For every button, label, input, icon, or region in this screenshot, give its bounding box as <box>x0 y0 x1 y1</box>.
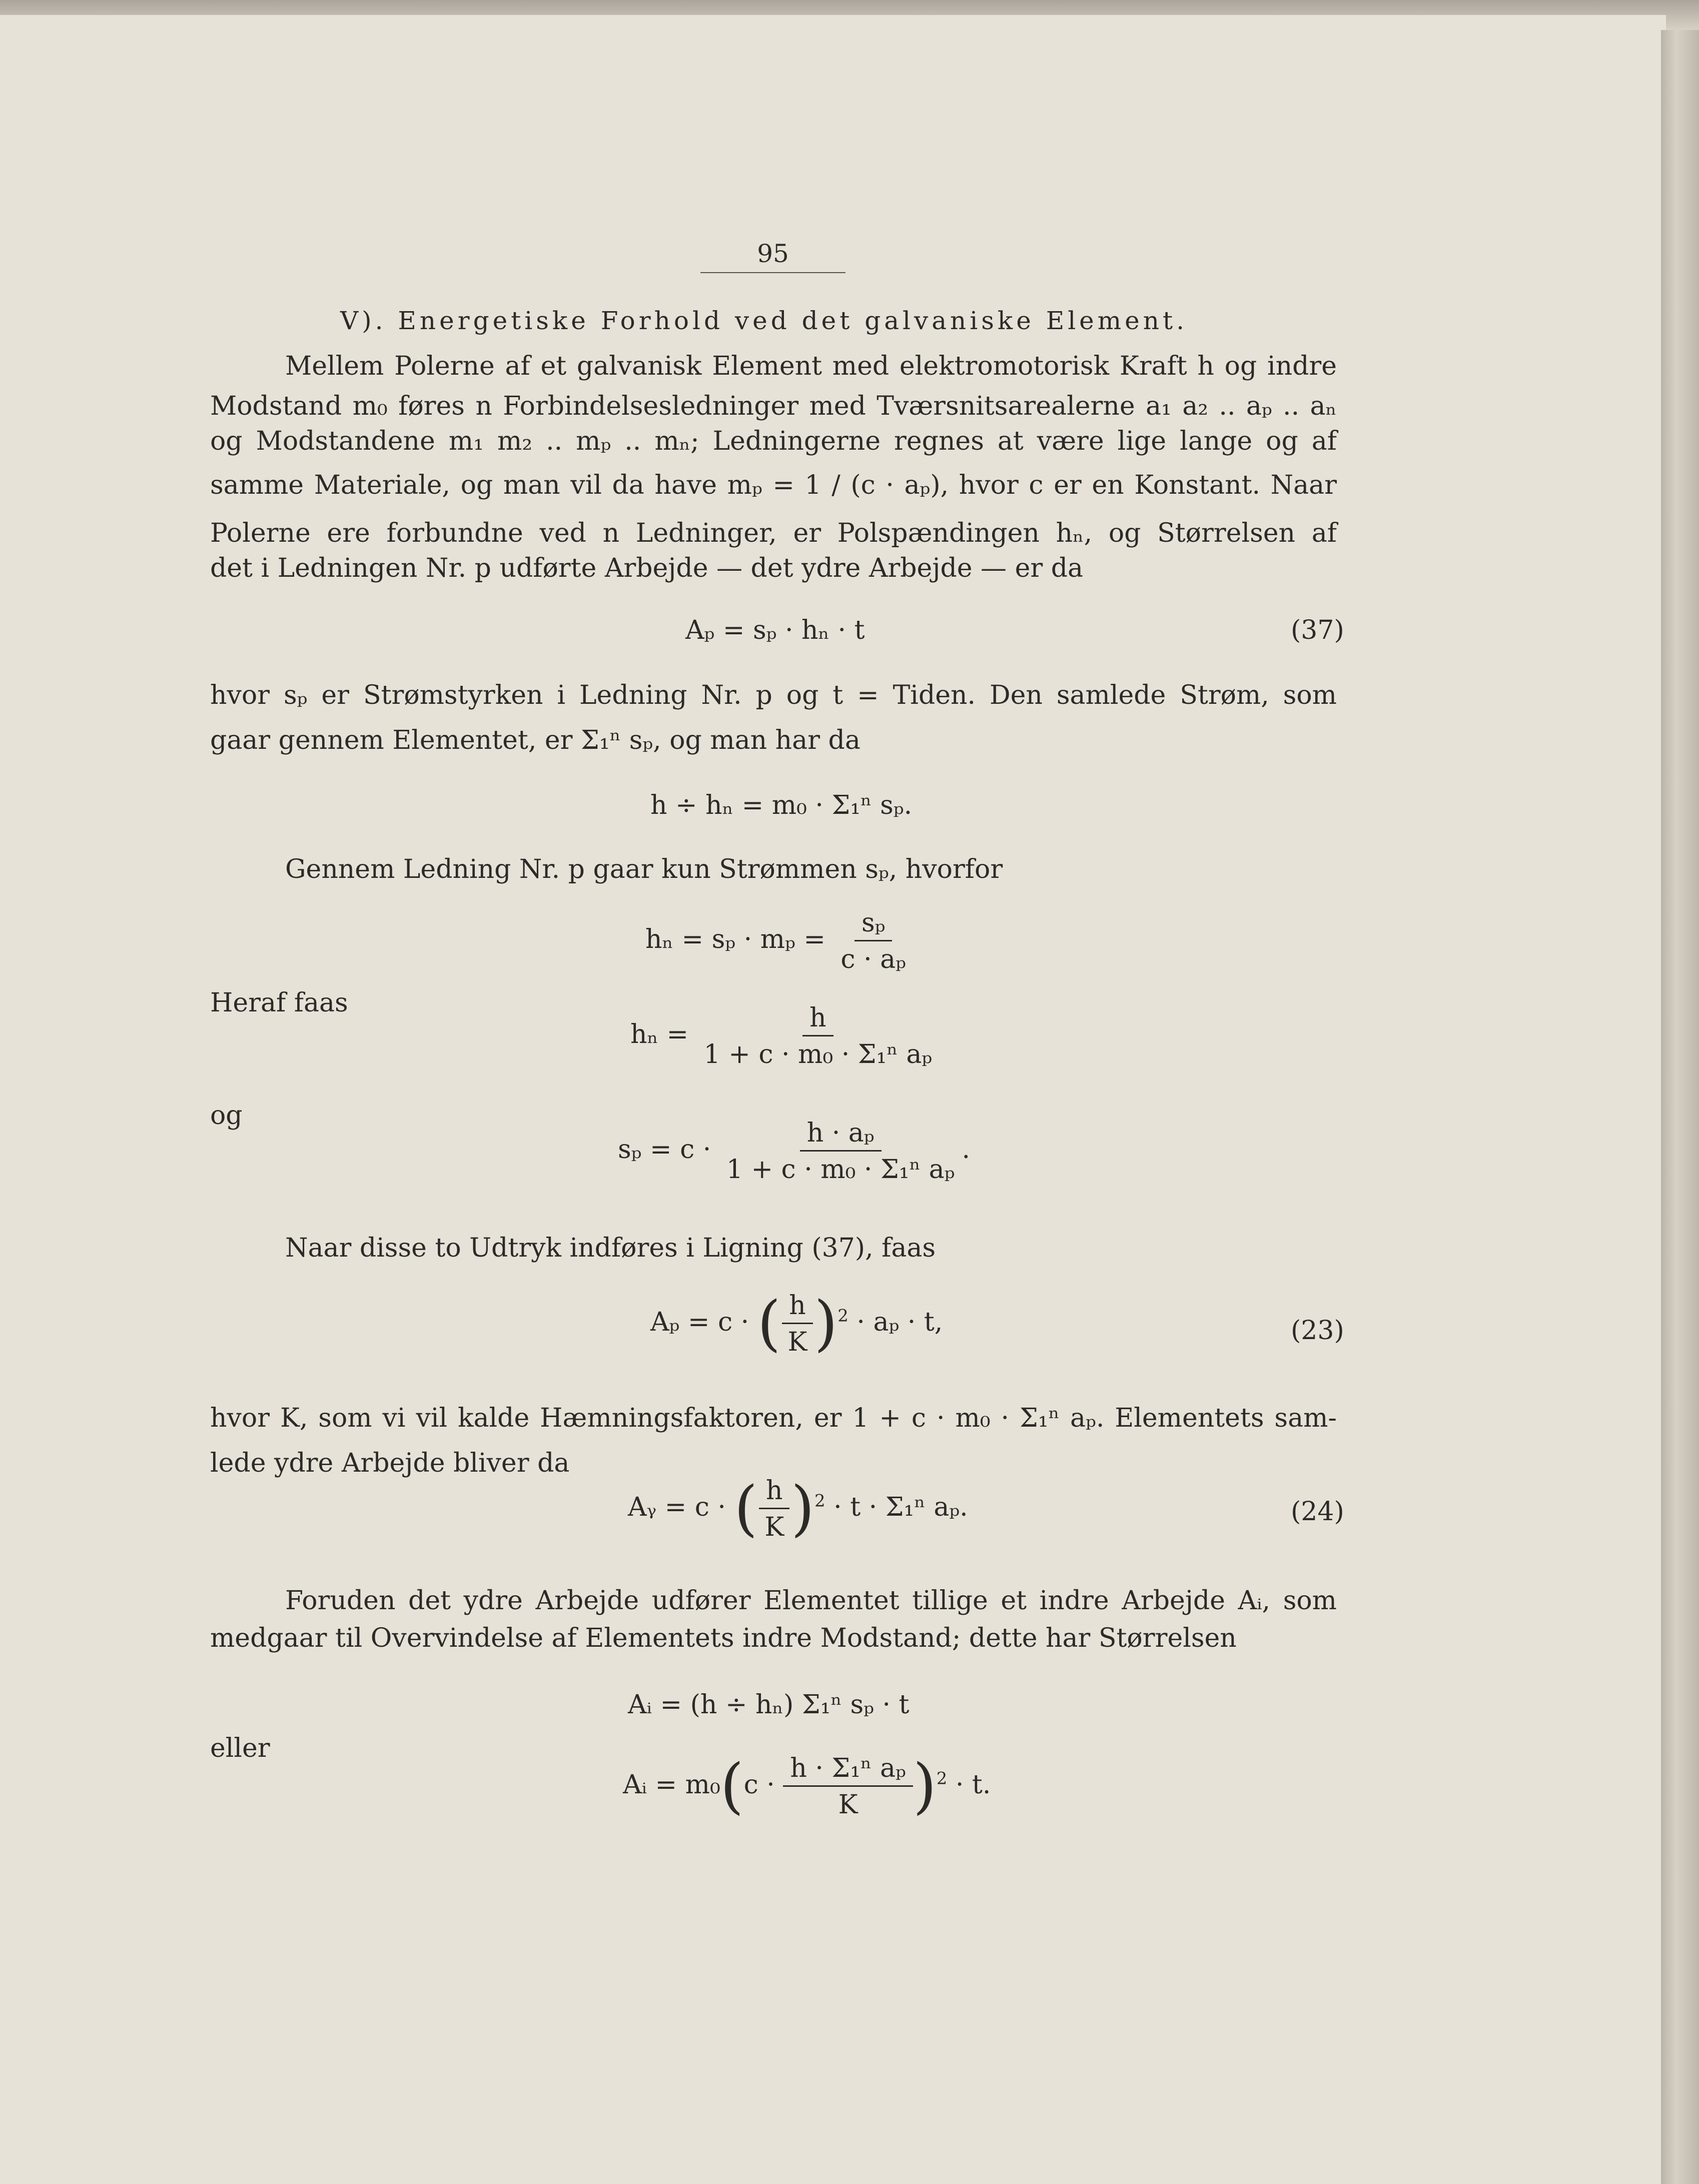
eq-ai2-inner: c · <box>743 1770 775 1800</box>
eq-hn2-denominator: 1 + c · m₀ · Σ₁ⁿ aₚ <box>703 1039 933 1069</box>
eq-ai2-rhs: · t. <box>955 1770 991 1800</box>
eq23-paren-close: ) <box>814 1289 838 1359</box>
eq-ai2-paren-open: ( <box>720 1751 744 1821</box>
eq-sp-numerator: h · aₚ <box>800 1118 882 1152</box>
equation-hn-1 <box>645 908 913 974</box>
page-number: 95 <box>700 239 845 273</box>
eq24-paren-open: ( <box>734 1474 758 1544</box>
p1-line-1: Mellem Polerne af et galvanisk Element med elektromotorisk Kraft h og indre <box>285 351 1337 381</box>
eq23-denominator: K <box>787 1327 807 1357</box>
book-page <box>0 15 1666 2184</box>
label-eller: eller <box>210 1733 270 1763</box>
p2-line-1: hvor sₚ er Strømstyrken i Ledning Nr. p og t = Tiden. Den samlede Strøm, som <box>210 680 1337 710</box>
section-heading: V). Energetiske Forhold ved det galvaniske Element. <box>340 306 1188 335</box>
label-heraf: Heraf faas <box>210 988 348 1018</box>
p3-text: Gennem Ledning Nr. p gaar kun Strømmen sₚ, hvorfor <box>285 854 1003 884</box>
equation-24-number: (24) <box>1291 1497 1344 1527</box>
eq24-numerator: h <box>759 1476 790 1509</box>
eq24-lhs: Aᵧ = c · <box>628 1492 726 1522</box>
eq-ai2-denominator: K <box>838 1790 858 1820</box>
eq-hn1-lhs: hₙ = sₚ · mₚ = <box>645 924 825 954</box>
p2-line-2: gaar gennem Elementet, er Σ₁ⁿ sₚ, og man har da <box>210 725 861 755</box>
eq-hn1-numerator: sₚ <box>855 908 892 941</box>
eq-hn2-lhs: hₙ = <box>630 1019 689 1049</box>
eq23-rhs: · aₚ · t, <box>857 1307 943 1337</box>
p1-line-2: Modstand m₀ føres n Forbindelsesledninger med Tværsnitsarealerne a₁ a₂ .. aₚ .. aₙ <box>210 391 1337 421</box>
eq23-fraction <box>781 1291 814 1357</box>
equation-sp <box>618 1118 970 1185</box>
eq-sp-denominator: 1 + c · m₀ · Σ₁ⁿ aₚ <box>726 1155 955 1185</box>
p6-line-1: Foruden det ydre Arbejde udfører Elementet tillige et indre Arbejde Aᵢ, som <box>285 1586 1337 1616</box>
eq-hn1-fraction <box>833 908 913 974</box>
eq-hn2-numerator: h <box>802 1003 833 1036</box>
eq-ai2-paren-close: ) <box>913 1751 937 1821</box>
p1-line-5: Polerne ere forbundne ved n Ledninger, er Polspændingen hₙ, og Størrelsen af <box>210 518 1337 548</box>
p6-line-2: medgaar til Overvindelse af Elementets indre Modstand; dette har Størrelsen <box>210 1623 1237 1653</box>
equation-h-difference: h ÷ hₙ = m₀ · Σ₁ⁿ sₚ. <box>650 790 913 820</box>
equation-ai-1: Aᵢ = (h ÷ hₙ) Σ₁ⁿ sₚ · t <box>628 1690 910 1720</box>
eq23-numerator: h <box>782 1291 813 1324</box>
page-edge <box>1661 30 1699 2184</box>
eq-ai2-lhs: Aᵢ = m₀ <box>623 1770 720 1800</box>
eq-sp-lhs: sₚ = c · <box>618 1135 711 1165</box>
eq23-exponent: 2 <box>837 1306 848 1326</box>
eq-sp-end: . <box>962 1135 970 1165</box>
label-og: og <box>210 1101 243 1131</box>
equation-23 <box>650 1291 943 1357</box>
eq-ai2-fraction <box>783 1753 913 1820</box>
equation-37-number: (37) <box>1291 615 1344 645</box>
eq24-exponent: 2 <box>814 1491 825 1511</box>
eq24-paren-close: ) <box>791 1474 814 1544</box>
equation-hn-2 <box>630 1003 939 1069</box>
p1-line-4: samme Materiale, og man vil da have mₚ = 1 / (c · aₚ), hvor c er en Konstant. Naar <box>210 470 1337 500</box>
eq23-paren-open: ( <box>757 1289 781 1359</box>
eq-ai2-numerator: h · Σ₁ⁿ aₚ <box>783 1753 913 1787</box>
p5-line-2: lede ydre Arbejde bliver da <box>210 1448 570 1478</box>
eq-hn1-denominator: c · aₚ <box>840 944 906 974</box>
equation-24 <box>628 1476 968 1542</box>
equation-23-number: (23) <box>1291 1316 1344 1346</box>
eq-sp-fraction <box>719 1118 962 1185</box>
eq23-lhs: Aₚ = c · <box>650 1307 749 1337</box>
equation-ai-2 <box>623 1753 991 1820</box>
eq24-denominator: K <box>764 1512 784 1542</box>
p5-line-1: hvor K, som vi vil kalde Hæmningsfaktoren, er 1 + c · m₀ · Σ₁ⁿ aₚ. Elementets sam- <box>210 1403 1337 1433</box>
eq24-rhs: · t · Σ₁ⁿ aₚ. <box>833 1492 968 1522</box>
eq-hn2-fraction <box>697 1003 940 1069</box>
p1-line-6: det i Ledningen Nr. p udførte Arbejde — det ydre Arbejde — er da <box>210 553 1084 583</box>
p1-line-3: og Modstandene m₁ m₂ .. mₚ .. mₙ; Ledningerne regnes at være lige lange og af <box>210 426 1337 456</box>
eq-ai2-exponent: 2 <box>936 1768 948 1789</box>
p4-text: Naar disse to Udtryk indføres i Ligning (37), faas <box>285 1233 936 1263</box>
eq24-fraction <box>757 1476 791 1542</box>
equation-37: Aₚ = sₚ · hₙ · t <box>685 615 865 645</box>
